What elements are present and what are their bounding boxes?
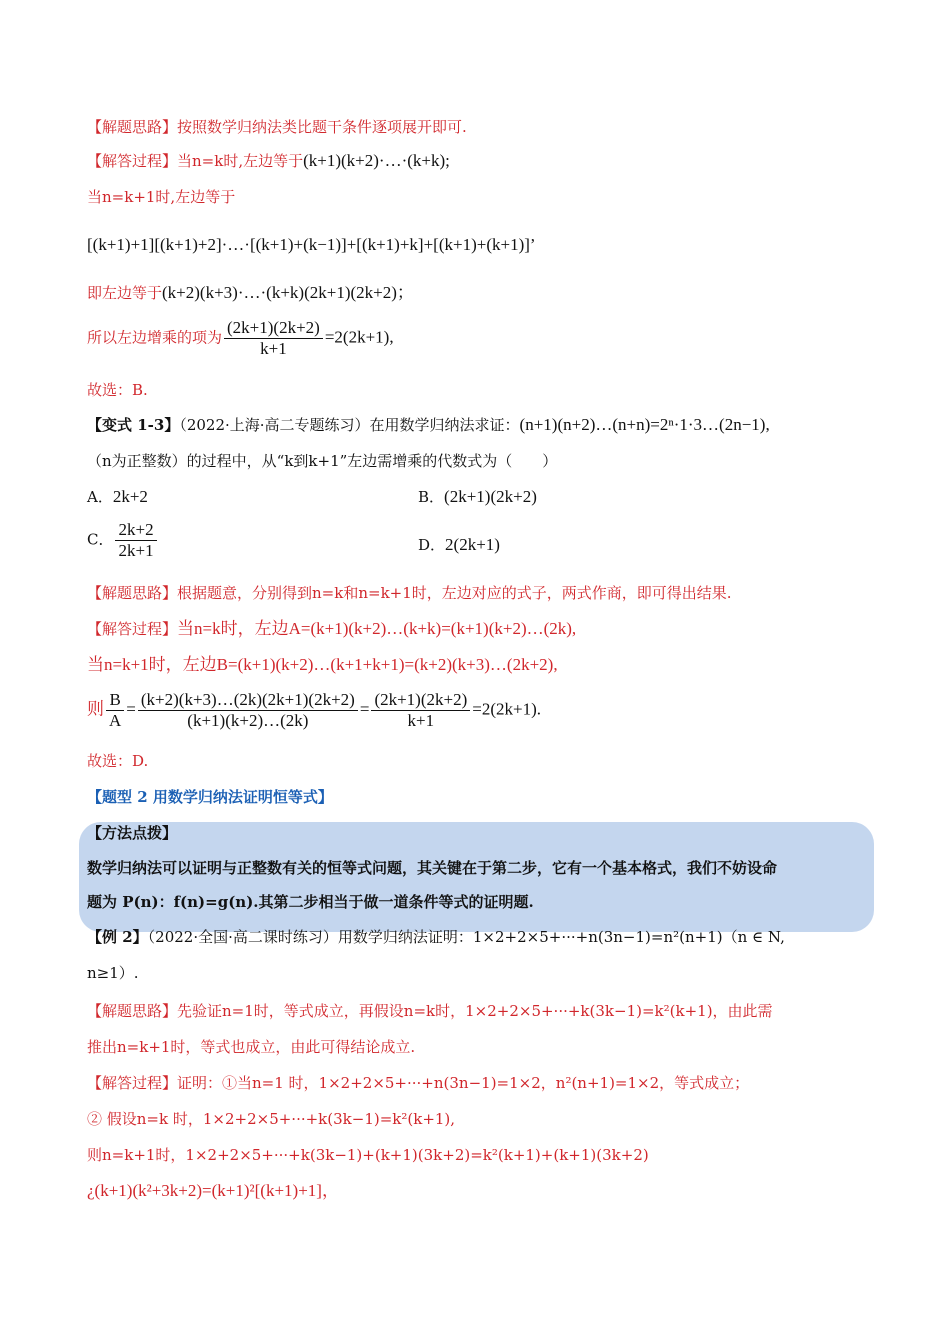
fraction <box>106 690 124 731</box>
fraction-denominator: k+1 <box>260 339 287 358</box>
process-line-3c: 则n=k+1时，1×2+2×5+···+k(3k−1)+(k+1)(3k+2)=k²(k+1)+(k+1)(3k+2) <box>87 1146 649 1164</box>
solution-idea-3 <box>87 1000 773 1022</box>
process-text: 当n=k时,左边等于 <box>177 152 304 170</box>
fraction-denominator: A <box>109 711 122 730</box>
fraction-denominator: (k+1)(k+2)…(2k) <box>187 711 309 730</box>
fraction-numerator: 2k+2 <box>115 520 156 541</box>
process-text: 证明：①当n=1 时，1×2+2×5+···+n(3n−1)=1×2，n²(n+1)=1×2，等式成立； <box>177 1074 750 1092</box>
option-label: A． <box>87 488 113 506</box>
process-line-3: [(k+1)+1][(k+1)+2]·…·[(k+1)+(k−1)]+[(k+1)+k]+[(k+1)+(k+1)]’ <box>87 235 536 254</box>
tag-process: 【解答过程】 <box>87 1074 178 1092</box>
math-expression: 当n=k时，左边A=(k+1)(k+2)…(k+k)=(k+1)(k+2)…(2k), <box>177 619 577 638</box>
process-line-2b: 当n=k+1时，左边B=(k+1)(k+2)…(k+1+k+1)=(k+2)(k+3)…(2k+2), <box>87 655 558 674</box>
process-line-4c: ¿(k+1)(k²+3k+2)=(k+1)²[(k+1)+1]， <box>87 1181 339 1200</box>
variant-label: 【变式 1-3】 <box>87 416 180 434</box>
process-line-2c: ② 假设n=k 时，1×2+2×5+···+k(3k−1)=k²(k+1), <box>87 1110 456 1128</box>
fraction-denominator: k+1 <box>407 711 435 730</box>
tag-idea: 【解题思路】 <box>87 584 178 602</box>
option-b <box>418 486 537 508</box>
process-line-3b: 则 $\frac{B}{A}$ = $\frac{(k+2)(k+3)\dots(2k)(2k+1)(2k+2)}{(k+1)(k+2)\dots(2k)}$ = $\frac{(2k+1)(2k+2)}{k+1}$ =2(2k+1). <box>87 690 542 730</box>
process-text: 即左边等于 <box>87 284 163 302</box>
math-expression: (n+1)(n+2)…(n+n)=2ⁿ·1·3…(2n−1), <box>519 415 770 434</box>
variant-question <box>87 414 770 436</box>
process-line-2: 当n=k+1时,左边等于 <box>87 188 236 206</box>
process-line-4 <box>87 282 414 304</box>
idea-line-2: 推出n=k+1时，等式也成立，由此可得结论成立. <box>87 1038 416 1056</box>
variant-source: （2022·上海·高二专题练习）在用数学归纳法求证： <box>179 416 520 434</box>
fraction <box>115 520 156 561</box>
idea-text: 按照数学归纳法类比题干条件逐项展开即可. <box>177 118 467 136</box>
answer-1: 故选：B. <box>87 381 148 399</box>
idea-text: 先验证n=1时，等式成立，再假设n=k时，1×2+2×5+···+k(3k−1)=k²(k+1)，由此需 <box>177 1002 773 1020</box>
fraction <box>138 690 358 731</box>
tag-process: 【解答过程】 <box>87 620 178 638</box>
solution-idea-1 <box>87 116 467 138</box>
fraction-numerator: B <box>106 690 124 711</box>
option-value: 2k+2 <box>112 487 148 506</box>
math-expression: =2(2k+1). <box>472 699 542 719</box>
math-expression: =2(2k+1), <box>324 327 394 347</box>
tag-idea: 【解题思路】 <box>87 118 178 136</box>
process-text: 则 <box>87 699 104 719</box>
option-c <box>87 520 159 561</box>
option-value: 2(2k+1) <box>445 535 500 554</box>
fraction-numerator: (k+2)(k+3)…(2k)(2k+1)(2k+2) <box>138 690 358 711</box>
tag-idea: 【解题思路】 <box>87 1002 178 1020</box>
math-expression: (k+1)(k+2)·…·(k+k); <box>303 151 450 170</box>
method-line-2: 题为 P(n)：f(n)=g(n).其第二步相当于做一道条件等式的证明题. <box>87 893 534 911</box>
answer-2: 故选：D. <box>87 752 149 770</box>
topic-heading: 【题型 2 用数学归纳法证明恒等式】 <box>87 788 333 806</box>
method-line-1: 数学归纳法可以证明与正整数有关的恒等式问题，其关键在于第二步，它有一个基本格式，我们不妨设命 <box>87 859 778 877</box>
option-d <box>418 534 500 556</box>
option-label: B． <box>418 488 445 506</box>
method-title: 【方法点拨】 <box>87 824 178 842</box>
solution-process-2 <box>87 618 576 640</box>
solution-process-3 <box>87 1072 749 1094</box>
fraction-numerator: (2k+1)(2k+2) <box>371 690 470 711</box>
idea-text: 根据题意，分别得到n=k和n=k+1时，左边对应的式子，两式作商，即可得出结果. <box>177 584 732 602</box>
fraction-numerator: (2k+1)(2k+2) <box>224 318 323 339</box>
solution-idea-2 <box>87 582 732 604</box>
fraction-denominator: 2k+1 <box>118 541 154 560</box>
option-value: (2k+1)(2k+2) <box>444 487 537 506</box>
option-label: C． <box>87 530 114 549</box>
example-label: 【例 2】 <box>87 928 148 946</box>
tag-process: 【解答过程】 <box>87 152 178 170</box>
example-text: （2022·全国·高二课时练习）用数学归纳法证明：1×2+2×5+···+n(3n−1)=n²(n+1)（n ∈ N, <box>147 928 785 946</box>
option-label: D． <box>418 536 446 554</box>
option-a <box>87 486 148 508</box>
solution-process-1 <box>87 150 450 172</box>
process-line-5 <box>87 318 394 359</box>
example-question-line-2: n≥1）. <box>87 964 139 982</box>
fraction <box>371 690 470 731</box>
process-text: 所以左边增乘的项为 <box>87 328 223 347</box>
variant-question-line-2: （n为正整数）的过程中，从“k到k+1”左边需增乘的代数式为（ ） <box>87 452 558 470</box>
example-question <box>87 926 785 948</box>
math-expression: (k+2)(k+3)·…·(k+k)(2k+1)(2k+2)； <box>162 283 414 302</box>
fraction <box>224 318 323 359</box>
